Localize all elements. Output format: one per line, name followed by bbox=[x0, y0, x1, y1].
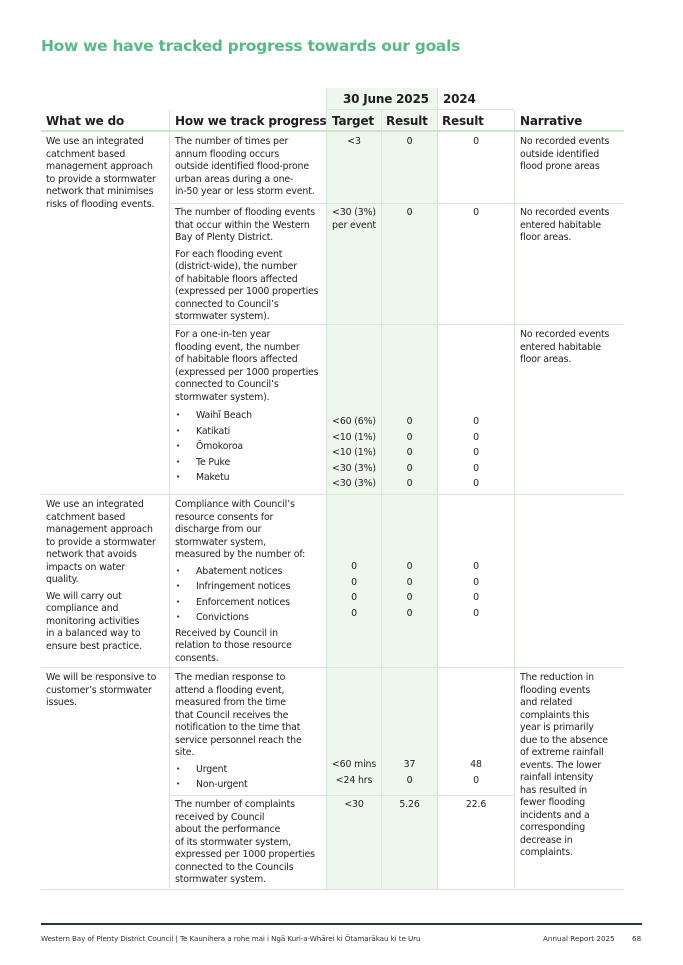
result-text: 0 bbox=[473, 136, 479, 147]
narrative-text: No recorded events entered habitable floor areas. bbox=[520, 207, 610, 243]
result-text: 0 bbox=[406, 774, 413, 786]
divider bbox=[41, 494, 624, 495]
target-value bbox=[327, 207, 381, 232]
result-2024-value bbox=[438, 799, 514, 812]
result-text: 0 bbox=[473, 592, 479, 604]
divider bbox=[169, 203, 624, 204]
divider bbox=[169, 110, 170, 889]
target-text: <30 (3%) bbox=[332, 478, 376, 490]
target-text: <24 hrs bbox=[335, 774, 373, 786]
result-2025-values bbox=[382, 757, 437, 788]
result-text: 0 bbox=[406, 447, 413, 459]
result-2025-value bbox=[382, 207, 437, 220]
page-title: How we have tracked progress towards our goals bbox=[41, 37, 461, 55]
result-text: 0 bbox=[473, 416, 479, 427]
result-text: 0 bbox=[406, 136, 413, 147]
what-text: We use an integrated catchment based management approach to provide a stormwater network that avoids impacts on water quality. bbox=[46, 499, 156, 585]
how-text: The number of flooding events that occur within the Western Bay of Plenty District. bbox=[175, 207, 316, 243]
result-text: 0 bbox=[406, 207, 413, 218]
result-2025-values bbox=[382, 559, 437, 621]
result-text: 22.6 bbox=[465, 799, 487, 810]
target-text: <60 mins bbox=[331, 759, 377, 770]
how-text: The number of times per annum flooding occurs outside identified flood-prone urban areas during a one- in-50 year or less storm event. bbox=[175, 136, 315, 197]
group-header-2025: 30 June 2025 bbox=[343, 92, 429, 106]
area-list bbox=[175, 408, 325, 486]
list-item: • Non-urgent bbox=[175, 777, 325, 793]
divider bbox=[41, 667, 624, 668]
list-item: • Maketu bbox=[175, 470, 325, 486]
result-text: 0 bbox=[473, 207, 479, 218]
target-text: <60 (6%) bbox=[332, 416, 376, 427]
result-2025-value bbox=[382, 799, 437, 812]
list-item: • Convictions bbox=[175, 610, 325, 626]
list-item: • Waihī Beach bbox=[175, 408, 325, 424]
what-text: We will be responsive to customer’s stormwater issues. bbox=[46, 672, 157, 708]
result-2024-values bbox=[438, 757, 514, 788]
result-2024-value bbox=[438, 207, 514, 220]
group-header-2024: 2024 bbox=[443, 92, 476, 106]
result-text: 0 bbox=[473, 431, 479, 443]
list-item: • Katikati bbox=[175, 424, 325, 440]
result-text: 48 bbox=[470, 759, 482, 770]
result-text: 0 bbox=[473, 561, 479, 572]
list-item: • Abatement notices bbox=[175, 564, 325, 580]
target-text: <30 bbox=[344, 799, 364, 810]
narrative-text: The reduction in flooding events and related complaints this year is primarily due to the absence of extreme rainfall events. The lower rainfall intensity has resulted in fewer flooding incidents and a corresponding decrease in complaints. bbox=[520, 672, 608, 858]
target-text: 0 bbox=[351, 576, 357, 588]
divider bbox=[41, 889, 624, 890]
result-2025-value bbox=[382, 136, 437, 149]
list-item: • Te Puke bbox=[175, 455, 325, 471]
result-text: 0 bbox=[473, 478, 479, 490]
result-text: 0 bbox=[473, 607, 479, 619]
list-item: • Enforcement notices bbox=[175, 595, 325, 611]
list-item: • Urgent bbox=[175, 762, 325, 778]
how-text: The median response to attend a flooding event, measured from the time that Council receives the notification to the time that service personnel reach the site. bbox=[175, 672, 302, 758]
col-header-result-2025: Result bbox=[386, 114, 428, 128]
what-cell bbox=[46, 672, 168, 710]
result-text: 5.26 bbox=[399, 799, 420, 810]
how-cell bbox=[175, 799, 325, 887]
target-text: 0 bbox=[351, 607, 357, 619]
target-value bbox=[327, 799, 381, 812]
col-header-what: What we do bbox=[46, 114, 125, 128]
result-text: 0 bbox=[406, 592, 413, 604]
col-header-result-2024: Result bbox=[442, 114, 484, 128]
how-text: Compliance with Council’s resource consents for discharge from our stormwater system, measured by the number of: bbox=[175, 499, 306, 560]
result-text: 0 bbox=[473, 447, 479, 459]
footer-council-name: Western Bay of Plenty District Council | Te Kaunihera a rohe mai i Ngā Kuri-a-Whārei ki Ōtamarākau ki te Uru bbox=[41, 934, 421, 943]
target-values bbox=[327, 414, 381, 492]
result-text: 0 bbox=[406, 561, 413, 572]
how-text: For a one-in-ten year flooding event, the number of habitable floors affected (expressed per 1000 properties connected to Council’s stormwater system). bbox=[175, 329, 319, 403]
result-2025-values bbox=[382, 414, 437, 492]
col-header-how: How we track progress bbox=[175, 114, 327, 128]
narrative-cell bbox=[520, 672, 624, 860]
list-item: • Ōmokoroa bbox=[175, 439, 325, 455]
narrative-cell bbox=[520, 329, 624, 367]
how-cell bbox=[175, 499, 325, 665]
footer-rule bbox=[41, 923, 642, 925]
target-values bbox=[327, 559, 381, 621]
result-text: 0 bbox=[473, 462, 479, 474]
priority-list bbox=[175, 762, 325, 793]
target-text: 0 bbox=[351, 592, 357, 604]
what-cell bbox=[46, 136, 168, 211]
target-text: <10 (1%) bbox=[332, 431, 376, 443]
result-text: 0 bbox=[406, 416, 413, 427]
target-text: <3 bbox=[347, 136, 361, 147]
col-header-target: Target bbox=[332, 114, 374, 128]
how-text: For each flooding event (district-wide), the number of habitable floors affected (expressed per 1000 properties connected to Council’s stormwater system). bbox=[175, 248, 319, 322]
how-text: The number of complaints received by Council about the performance of its stormwater system, expressed per 1000 properties connected to the Councils stormwater system. bbox=[175, 799, 315, 885]
result-text: 0 bbox=[473, 774, 479, 786]
notice-list bbox=[175, 564, 325, 626]
target-value bbox=[327, 136, 381, 149]
how-cell bbox=[175, 136, 325, 199]
target-text: <30 (3%) bbox=[332, 462, 376, 474]
what-cell bbox=[46, 499, 168, 653]
narrative-cell bbox=[520, 136, 624, 174]
page-number: 68 bbox=[632, 934, 642, 943]
narrative-text: No recorded events entered habitable floor areas. bbox=[520, 329, 610, 365]
divider bbox=[169, 795, 514, 796]
list-item: • Infringement notices bbox=[175, 579, 325, 595]
target-values bbox=[327, 757, 381, 788]
result-text: 0 bbox=[406, 607, 413, 619]
col-header-narrative: Narrative bbox=[520, 114, 583, 128]
result-text: 0 bbox=[406, 431, 413, 443]
result-text: 0 bbox=[406, 478, 413, 490]
target-text: <10 (1%) bbox=[332, 447, 376, 459]
divider bbox=[514, 110, 515, 889]
result-text: 0 bbox=[473, 576, 479, 588]
narrative-text: No recorded events outside identified flood prone areas bbox=[520, 136, 610, 172]
result-text: 37 bbox=[403, 759, 416, 770]
how-text: Received by Council in relation to those resource consents. bbox=[175, 627, 292, 664]
target-text: <30 (3%) per event bbox=[332, 207, 376, 231]
divider bbox=[169, 324, 624, 325]
what-text: We will carry out compliance and monitoring activities in a balanced way to ensure best practice. bbox=[46, 590, 142, 652]
result-2024-value bbox=[438, 136, 514, 149]
what-text: We use an integrated catchment based management approach to provide a stormwater network that minimises risks of flooding events. bbox=[46, 136, 156, 210]
how-cell bbox=[175, 672, 325, 793]
result-text: 0 bbox=[406, 462, 413, 474]
how-cell bbox=[175, 329, 325, 490]
divider bbox=[326, 109, 514, 110]
result-2024-values bbox=[438, 559, 514, 621]
narrative-cell bbox=[520, 207, 624, 245]
footer-report-title: Annual Report 2025 bbox=[543, 934, 615, 943]
header-rule bbox=[41, 130, 624, 132]
target-text: 0 bbox=[351, 561, 357, 572]
how-cell bbox=[175, 207, 325, 324]
result-text: 0 bbox=[406, 576, 413, 588]
result-2024-values bbox=[438, 414, 514, 492]
